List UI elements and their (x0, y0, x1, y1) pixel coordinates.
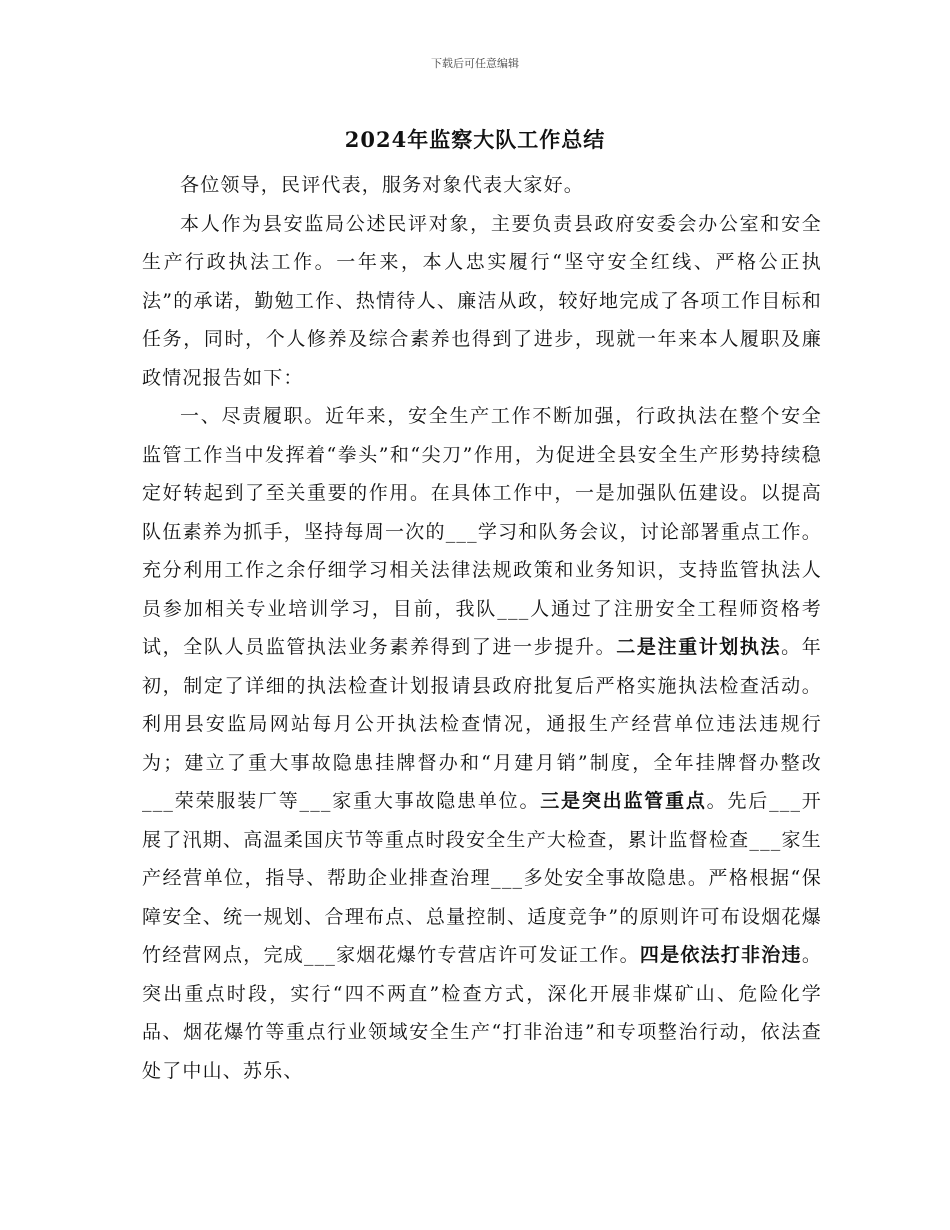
point-2-text: 。年初，制定了详细的执法检查计划报请县政府批复后严格实施执法检查活动。利用县安监局网站每月公开执法检查情况，通报生产经营单位违法违规行为；建立了重大事故隐患挂牌督办和“月建月销”制度，全年挂牌督办整改___荣荣服装厂等___家重大事故隐患单位。 (142, 636, 822, 812)
greeting-paragraph: 各位领导，民评代表，服务对象代表大家好。 (180, 174, 585, 196)
point-3-text: 。先后___开展了汛期、高温柔国庆节等重点时段安全生产大检查，累计监督检查___家生产经营单位，指导、帮助企业排查治理___多处安全事故隐患。严格根据“保障安全、统一规划、合理布点、总量控制、适度竞争”的原则许可布设烟花爆竹经营网点，完成___家烟花爆竹专营店许可发证工作。 (142, 790, 822, 966)
point-2-heading: 二是注重计划执法 (616, 636, 782, 658)
point-4-text: 。突出重点时段，实行“四不两直”检查方式，深化开展非煤矿山、危险化学品、烟花爆竹等重点行业领域安全生产“打非治违”和专项整治行动，依法查处了中山、苏乐、 (142, 944, 823, 1082)
intro-paragraph: 本人作为县安监局公述民评对象，主要负责县政府安委会办公室和安全生产行政执法工作。一年来，本人忠实履行“坚守安全红线、严格公正执法”的承诺，勤勉工作、热情待人、廉洁从政，较好地完成了各项工作目标和任务，同时，个人修养及综合素养也得到了进步，现就一年来本人履职及廉政情况报告如下： (142, 212, 822, 389)
document-title: 2024年监察大队工作总结 (344, 127, 606, 152)
point-4-heading: 四是依法打非治违 (639, 944, 802, 966)
section-1-lead: 一、尽责履职。近年来，安全生产工作不断加强，行政执法在整个安全监管工作当中发挥着“拳头”和“尖刀”作用，为促进全县安全生产形势持续稳定好转起到了至关重要的作用。在具体工作中，一是加强队伍建设。以提高队伍素养为抓手，坚持每周一次的___学习和队务会议，讨论部署重点工作。充分利用工作之余仔细学习相关法律法规政策和业务知识，支持监管执法人员参加相关专业培训学习，目前，我队___人通过了注册安全工程师资格考试，全队人员监管执法业务素养得到了进一步提升。 (142, 405, 822, 658)
document-body (142, 166, 822, 1090)
header-note: 下载后可任意编辑 (431, 57, 519, 70)
point-3-heading: 三是突出监管重点 (540, 790, 707, 812)
section-1-paragraph (142, 397, 822, 1090)
